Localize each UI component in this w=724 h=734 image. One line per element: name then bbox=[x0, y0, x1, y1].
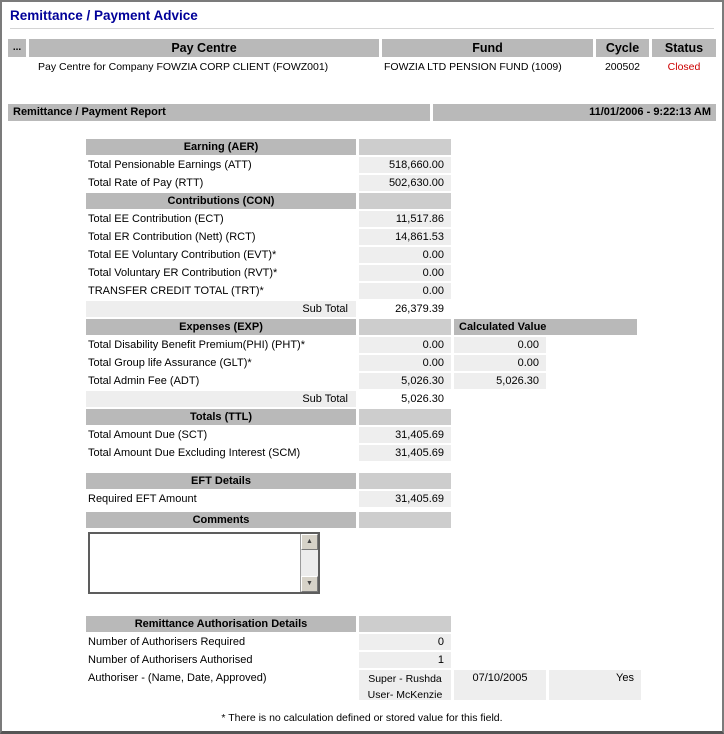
report-body bbox=[86, 139, 722, 700]
contributions-subtotal-row bbox=[86, 301, 722, 317]
row-label: Total Admin Fee (ADT) bbox=[88, 375, 200, 387]
row-value: 518,660.00 bbox=[359, 157, 451, 173]
footnote: * There is no calculation defined or stored value for this field. bbox=[221, 712, 503, 724]
row-label: Number of Authorisers Authorised bbox=[88, 654, 253, 666]
section-header-expenses bbox=[86, 319, 722, 335]
report-row bbox=[86, 491, 722, 507]
report-row bbox=[86, 427, 722, 443]
row-label: Total Pensionable Earnings (ATT) bbox=[88, 159, 252, 171]
row-label: Total Amount Due Excluding Interest (SCM) bbox=[88, 447, 301, 459]
row-value: 14,861.53 bbox=[359, 229, 451, 245]
column-header-cycle: Cycle bbox=[596, 39, 649, 57]
section-header-comments bbox=[86, 512, 722, 528]
comments-header-label: Comments bbox=[86, 512, 356, 528]
column-header-pay-centre: Pay Centre bbox=[29, 39, 379, 57]
column-header-fund: Fund bbox=[382, 39, 593, 57]
report-row bbox=[86, 247, 722, 263]
report-timestamp: 11/01/2006 - 9:22:13 AM bbox=[433, 104, 716, 121]
authoriser-label: Authoriser - (Name, Date, Approved) bbox=[88, 672, 267, 684]
report-row bbox=[86, 265, 722, 281]
row-label: TRANSFER CREDIT TOTAL (TRT)* bbox=[88, 285, 264, 297]
row-value: 31,405.69 bbox=[359, 427, 451, 443]
authoriser-name-line2: User- McKenzie bbox=[367, 689, 443, 701]
status-badge: Closed bbox=[667, 61, 701, 73]
report-row bbox=[86, 373, 722, 389]
section-header-contributions bbox=[86, 193, 722, 209]
pay-centre-value: Pay Centre for Company FOWZIA CORP CLIENT (FOWZ001) bbox=[38, 61, 329, 73]
row-label: Total Disability Benefit Premium(PHI) (PHT)* bbox=[88, 339, 305, 351]
row-value: 31,405.69 bbox=[359, 445, 451, 461]
comments-header-spacer bbox=[359, 512, 451, 528]
report-row bbox=[86, 211, 722, 227]
report-row bbox=[86, 652, 722, 668]
row-label: Number of Authorisers Required bbox=[88, 636, 246, 648]
row-calculated-value: 0.00 bbox=[454, 337, 546, 353]
earning-header-spacer bbox=[359, 139, 451, 155]
fund-value: FOWZIA LTD PENSION FUND (1009) bbox=[384, 61, 562, 73]
row-value: 5,026.30 bbox=[359, 373, 451, 389]
report-row bbox=[86, 337, 722, 353]
expenses-header-spacer bbox=[359, 319, 451, 335]
row-label: Total ER Contribution (Nett) (RCT) bbox=[88, 231, 256, 243]
report-row bbox=[86, 283, 722, 299]
row-value: 0.00 bbox=[359, 247, 451, 263]
calculated-value-header: Calculated Value bbox=[454, 319, 637, 335]
authorisation-header-spacer bbox=[359, 616, 451, 632]
scrollbar[interactable] bbox=[300, 534, 318, 592]
row-value: 502,630.00 bbox=[359, 175, 451, 191]
row-value: 11,517.86 bbox=[359, 211, 451, 227]
section-header-eft bbox=[86, 473, 722, 489]
pay-centre-table-header bbox=[8, 39, 722, 57]
contributions-header-spacer bbox=[359, 193, 451, 209]
authorisation-header-label: Remittance Authorisation Details bbox=[86, 616, 356, 632]
row-calculated-value: 5,026.30 bbox=[454, 373, 546, 389]
report-row bbox=[86, 175, 722, 191]
report-row bbox=[86, 229, 722, 245]
row-spacer bbox=[8, 59, 26, 76]
eft-header-spacer bbox=[359, 473, 451, 489]
row-label: Total EE Contribution (ECT) bbox=[88, 213, 224, 225]
authoriser-name bbox=[359, 670, 451, 700]
totals-header-spacer bbox=[359, 409, 451, 425]
row-label: Total Group life Assurance (GLT)* bbox=[88, 357, 252, 369]
row-value: 31,405.69 bbox=[359, 491, 451, 507]
row-value: 1 bbox=[359, 652, 451, 668]
select-row-button[interactable]: ... bbox=[8, 39, 26, 57]
authoriser-date: 07/10/2005 bbox=[454, 670, 546, 700]
expenses-header-label: Expenses (EXP) bbox=[86, 319, 356, 335]
earning-header-label: Earning (AER) bbox=[86, 139, 356, 155]
row-label: Total Voluntary ER Contribution (RVT)* bbox=[88, 267, 278, 279]
section-header-authorisation bbox=[86, 616, 722, 632]
report-row bbox=[86, 634, 722, 650]
subtotal-value: 5,026.30 bbox=[401, 393, 444, 405]
row-value: 0.00 bbox=[359, 283, 451, 299]
report-title: Remittance / Payment Report bbox=[8, 104, 430, 121]
row-value: 0 bbox=[359, 634, 451, 650]
pay-centre-table bbox=[8, 39, 722, 76]
cycle-value: 200502 bbox=[604, 61, 641, 73]
expenses-subtotal-row bbox=[86, 391, 722, 407]
page-title: Remittance / Payment Advice bbox=[10, 8, 714, 29]
report-row bbox=[86, 445, 722, 461]
scroll-down-icon[interactable]: ▼ bbox=[301, 576, 318, 592]
row-label: Total EE Voluntary Contribution (EVT)* bbox=[88, 249, 277, 261]
section-header-earning bbox=[86, 139, 722, 155]
section-header-totals bbox=[86, 409, 722, 425]
row-value: 0.00 bbox=[359, 337, 451, 353]
row-value: 0.00 bbox=[359, 265, 451, 281]
totals-header-label: Totals (TTL) bbox=[86, 409, 356, 425]
report-title-bar bbox=[8, 104, 722, 121]
authoriser-approved: Yes bbox=[549, 670, 641, 700]
comments-text[interactable] bbox=[90, 534, 300, 592]
subtotal-value: 26,379.39 bbox=[395, 303, 444, 315]
comments-textarea[interactable] bbox=[88, 532, 320, 594]
row-label: Total Rate of Pay (RTT) bbox=[88, 177, 204, 189]
authoriser-row bbox=[86, 670, 722, 700]
column-header-status: Status bbox=[652, 39, 716, 57]
subtotal-label: Sub Total bbox=[86, 391, 356, 407]
report-row bbox=[86, 157, 722, 173]
report-row bbox=[86, 355, 722, 371]
authoriser-name-line1: Super - Rushda bbox=[368, 673, 442, 685]
row-label: Total Amount Due (SCT) bbox=[88, 429, 208, 441]
row-calculated-value: 0.00 bbox=[454, 355, 546, 371]
eft-header-label: EFT Details bbox=[86, 473, 356, 489]
row-value: 0.00 bbox=[359, 355, 451, 371]
subtotal-label: Sub Total bbox=[86, 301, 356, 317]
row-label: Required EFT Amount bbox=[88, 493, 197, 505]
contributions-header-label: Contributions (CON) bbox=[86, 193, 356, 209]
pay-centre-row[interactable] bbox=[8, 59, 722, 76]
scroll-up-icon[interactable]: ▲ bbox=[301, 534, 318, 550]
